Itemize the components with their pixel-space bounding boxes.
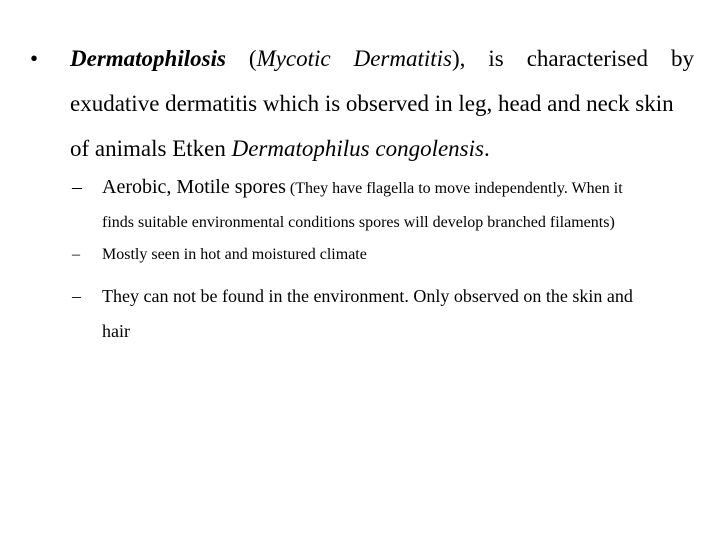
sub-item-text [102,242,694,268]
sub-item-line-1 [102,170,694,206]
sub-item-aerobic [72,170,694,240]
sub-item-line-1: Mostly seen in hot and moistured climate [102,246,367,263]
sub-item-climate [72,242,694,268]
sub-item-environment [72,279,694,349]
main-bullet-line-2: exudative dermatitis which is observed in leg, head and neck skin [70,91,674,116]
causative-agent: Dermatophilus congolensis [231,136,484,161]
sub-item-line-2: hair [102,321,130,341]
sub-item-dash: – [72,176,82,198]
sub-item-dash: – [72,286,81,306]
bullet-marker: • [30,46,39,71]
sub-item-line-1: They can not be found in the environment. Only observed on the skin and [102,286,633,306]
line-1-rest: ), is characterised by [452,46,694,71]
sub-item-dash: – [72,246,80,263]
main-bullet-line-3 [70,126,694,171]
line-3-prefix: of animals Etken [70,136,232,161]
sub-item-text [102,170,694,240]
line-3-suffix: . [483,136,490,161]
main-bullet-text [70,36,694,171]
disease-term: Dermatophilosis [70,46,226,71]
sub-item-line-2: finds suitable environmental conditions spores will develop branched filaments) [102,214,615,231]
main-bullet [30,36,694,171]
open-paren: ( [225,46,257,71]
sub-item-text [102,279,694,349]
disease-alias: Mycotic Dermatitis [256,46,452,71]
sub-item-lead: Aerobic, Motile spores [102,176,286,198]
main-bullet-line-1 [70,36,694,81]
sub-item-rest: (They have flagella to move independently. When it [285,180,623,197]
